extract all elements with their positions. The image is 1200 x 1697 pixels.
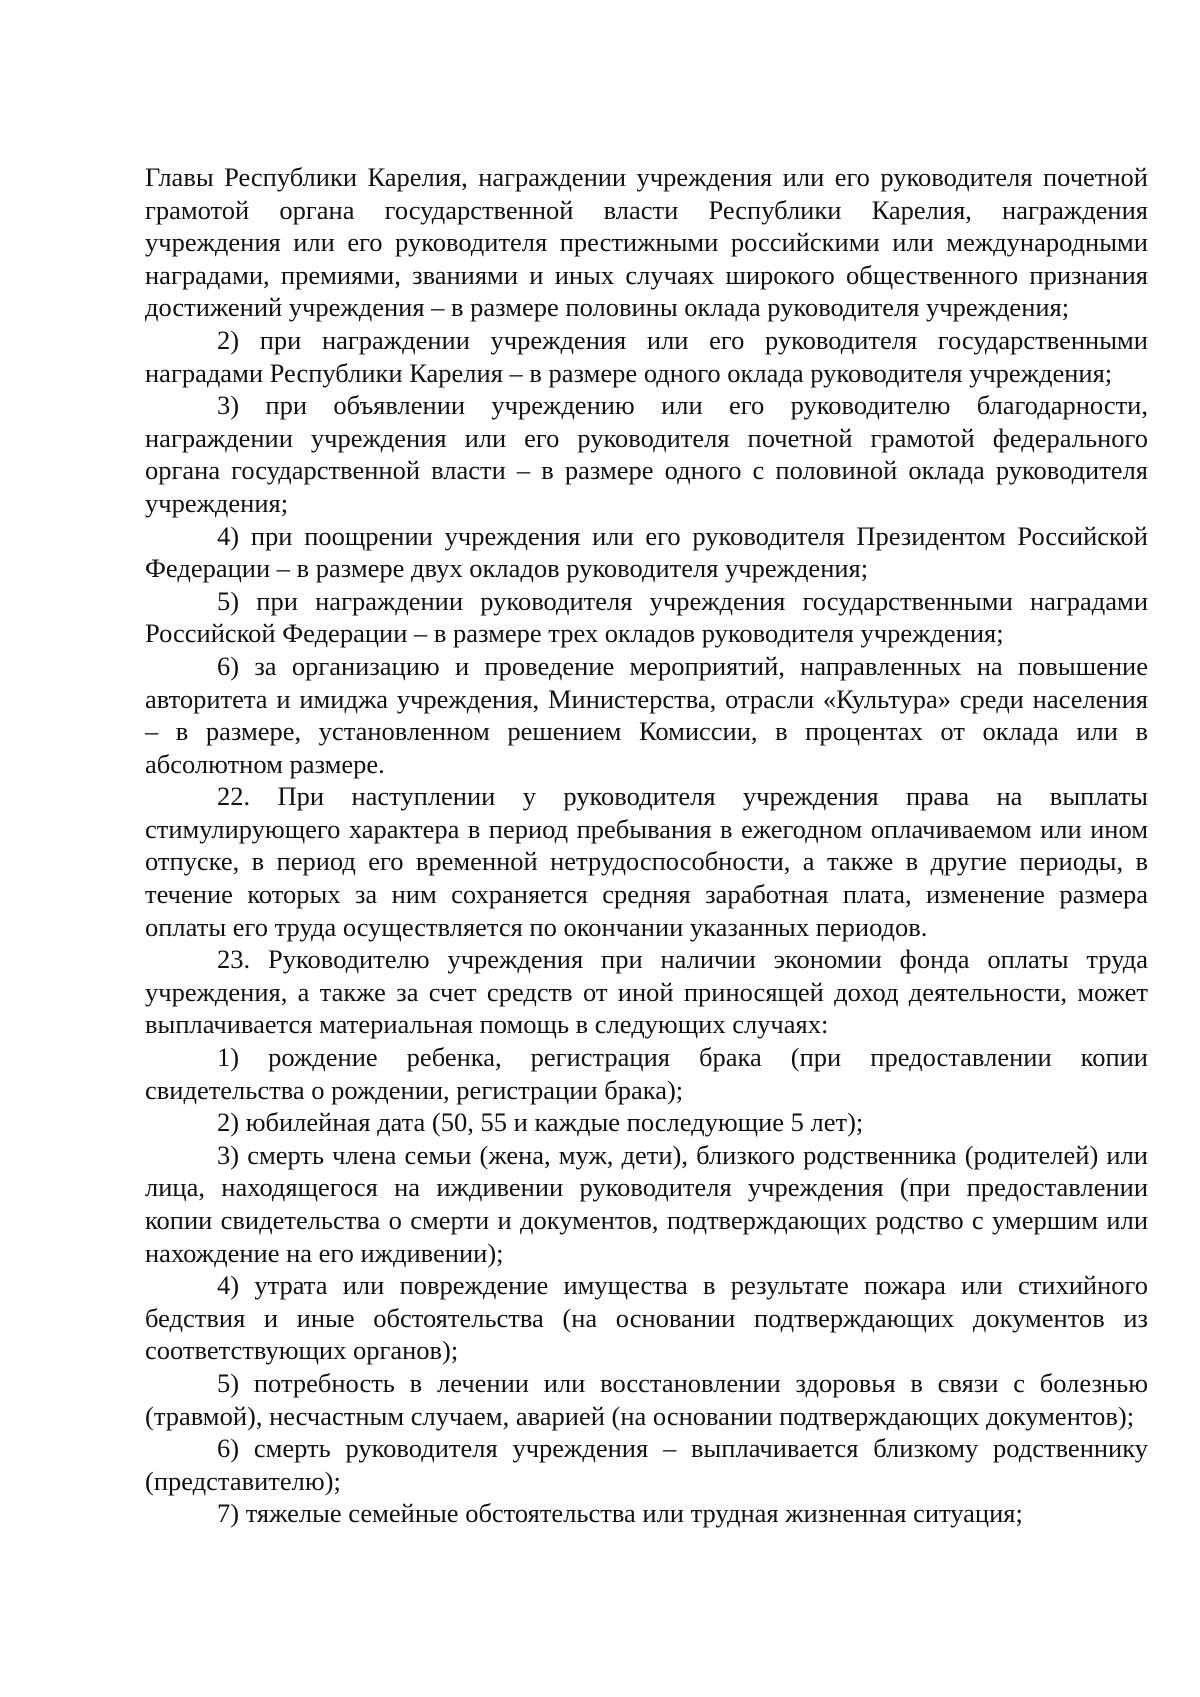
paragraph-item-2: 2) при награждении учреждения или его руководителя государственными наградами Республики Карелия – в размере одного оклада руководителя учреждения; [145,324,1148,388]
paragraph-case-7: 7) тяжелые семейные обстоятельства или трудная жизненная ситуация; [217,1498,1023,1529]
paragraph-case-5: 5) потребность в лечении или восстановлении здоровья в связи с болезнью (травмой), несчастным случаем, аварией (на основании подтверждающих документов); [145,1367,1148,1431]
paragraph-item-5: 5) при награждении руководителя учреждения государственными наградами Российской Федерации – в размере трех окладов руководителя учреждения; [145,585,1148,649]
paragraph-item-4: 4) при поощрении учреждения или его руководителя Президентом Российской Федерации – в размере двух окладов руководителя учреждения; [145,520,1148,584]
paragraph-item-6: 6) за организацию и проведение мероприятий, направленных на повышение авторитета и имиджа учреждения, Министерства, отрасли «Культура» среди населения – в размере, установленном решением Комиссии, в процентах от оклада или в абсолютном размере. [145,650,1148,779]
paragraph-case-3: 3) смерть члена семьи (жена, муж, дети), близкого родственника (родителей) или лица, находящегося на иждивении руководителя учреждения (при предоставлении копии свидетельства о смерти и документов, подтверждающих родство с умершим или нахождение на его иждивении); [145,1139,1148,1268]
document-page [145,161,1148,1530]
paragraph-case-1: 1) рождение ребенка, регистрация брака (при предоставлении копии свидетельства о рождении, регистрации брака); [145,1042,1148,1105]
paragraph-case-6: 6) смерть руководителя учреждения – выплачивается близкому родственнику (представителю); [145,1433,1148,1496]
paragraph-clause-23: 23. Руководителю учреждения при наличии экономии фонда оплаты труда учреждения, а также за счет средств от иной приносящей доход деятельности, может выплачивается материальная помощь в следующих случаях: [145,944,1148,1040]
paragraph-case-2: 2) юбилейная дата (50, 55 и каждые последующие 5 лет); [217,1107,864,1138]
paragraph-case-4: 4) утрата или повреждение имущества в результате пожара или стихийного бедствия и иные обстоятельства (на основании подтверждающих документов из соответствующих органов); [145,1270,1148,1366]
paragraph-continuation: Главы Республики Карелия, награждении учреждения или его руководителя почетной грамотой органа государственной власти Республики Карелия, награждения учреждения или его руководителя престижными российскими или международными наградами, премиями, званиями и иных случаях широкого общественного признания достижений учреждения – в размере половины оклада руководителя учреждения; [145,162,1148,323]
paragraph-item-3: 3) при объявлении учреждению или его руководителю благодарности, награждении учреждения или его руководителя почетной грамотой федерального органа государственной власти – в размере одного с половиной оклада руководителя учреждения; [145,390,1148,518]
paragraph-clause-22: 22. При наступлении у руководителя учреждения права на выплаты стимулирующего характера в период пребывания в ежегодном оплачиваемом или ином отпуске, в период его временной нетрудоспособности, а также в другие периоды, в течение которых за ним сохраняется средняя заработная плата, изменение размера оплаты его труда осуществляется по окончании указанных периодов. [145,781,1148,942]
